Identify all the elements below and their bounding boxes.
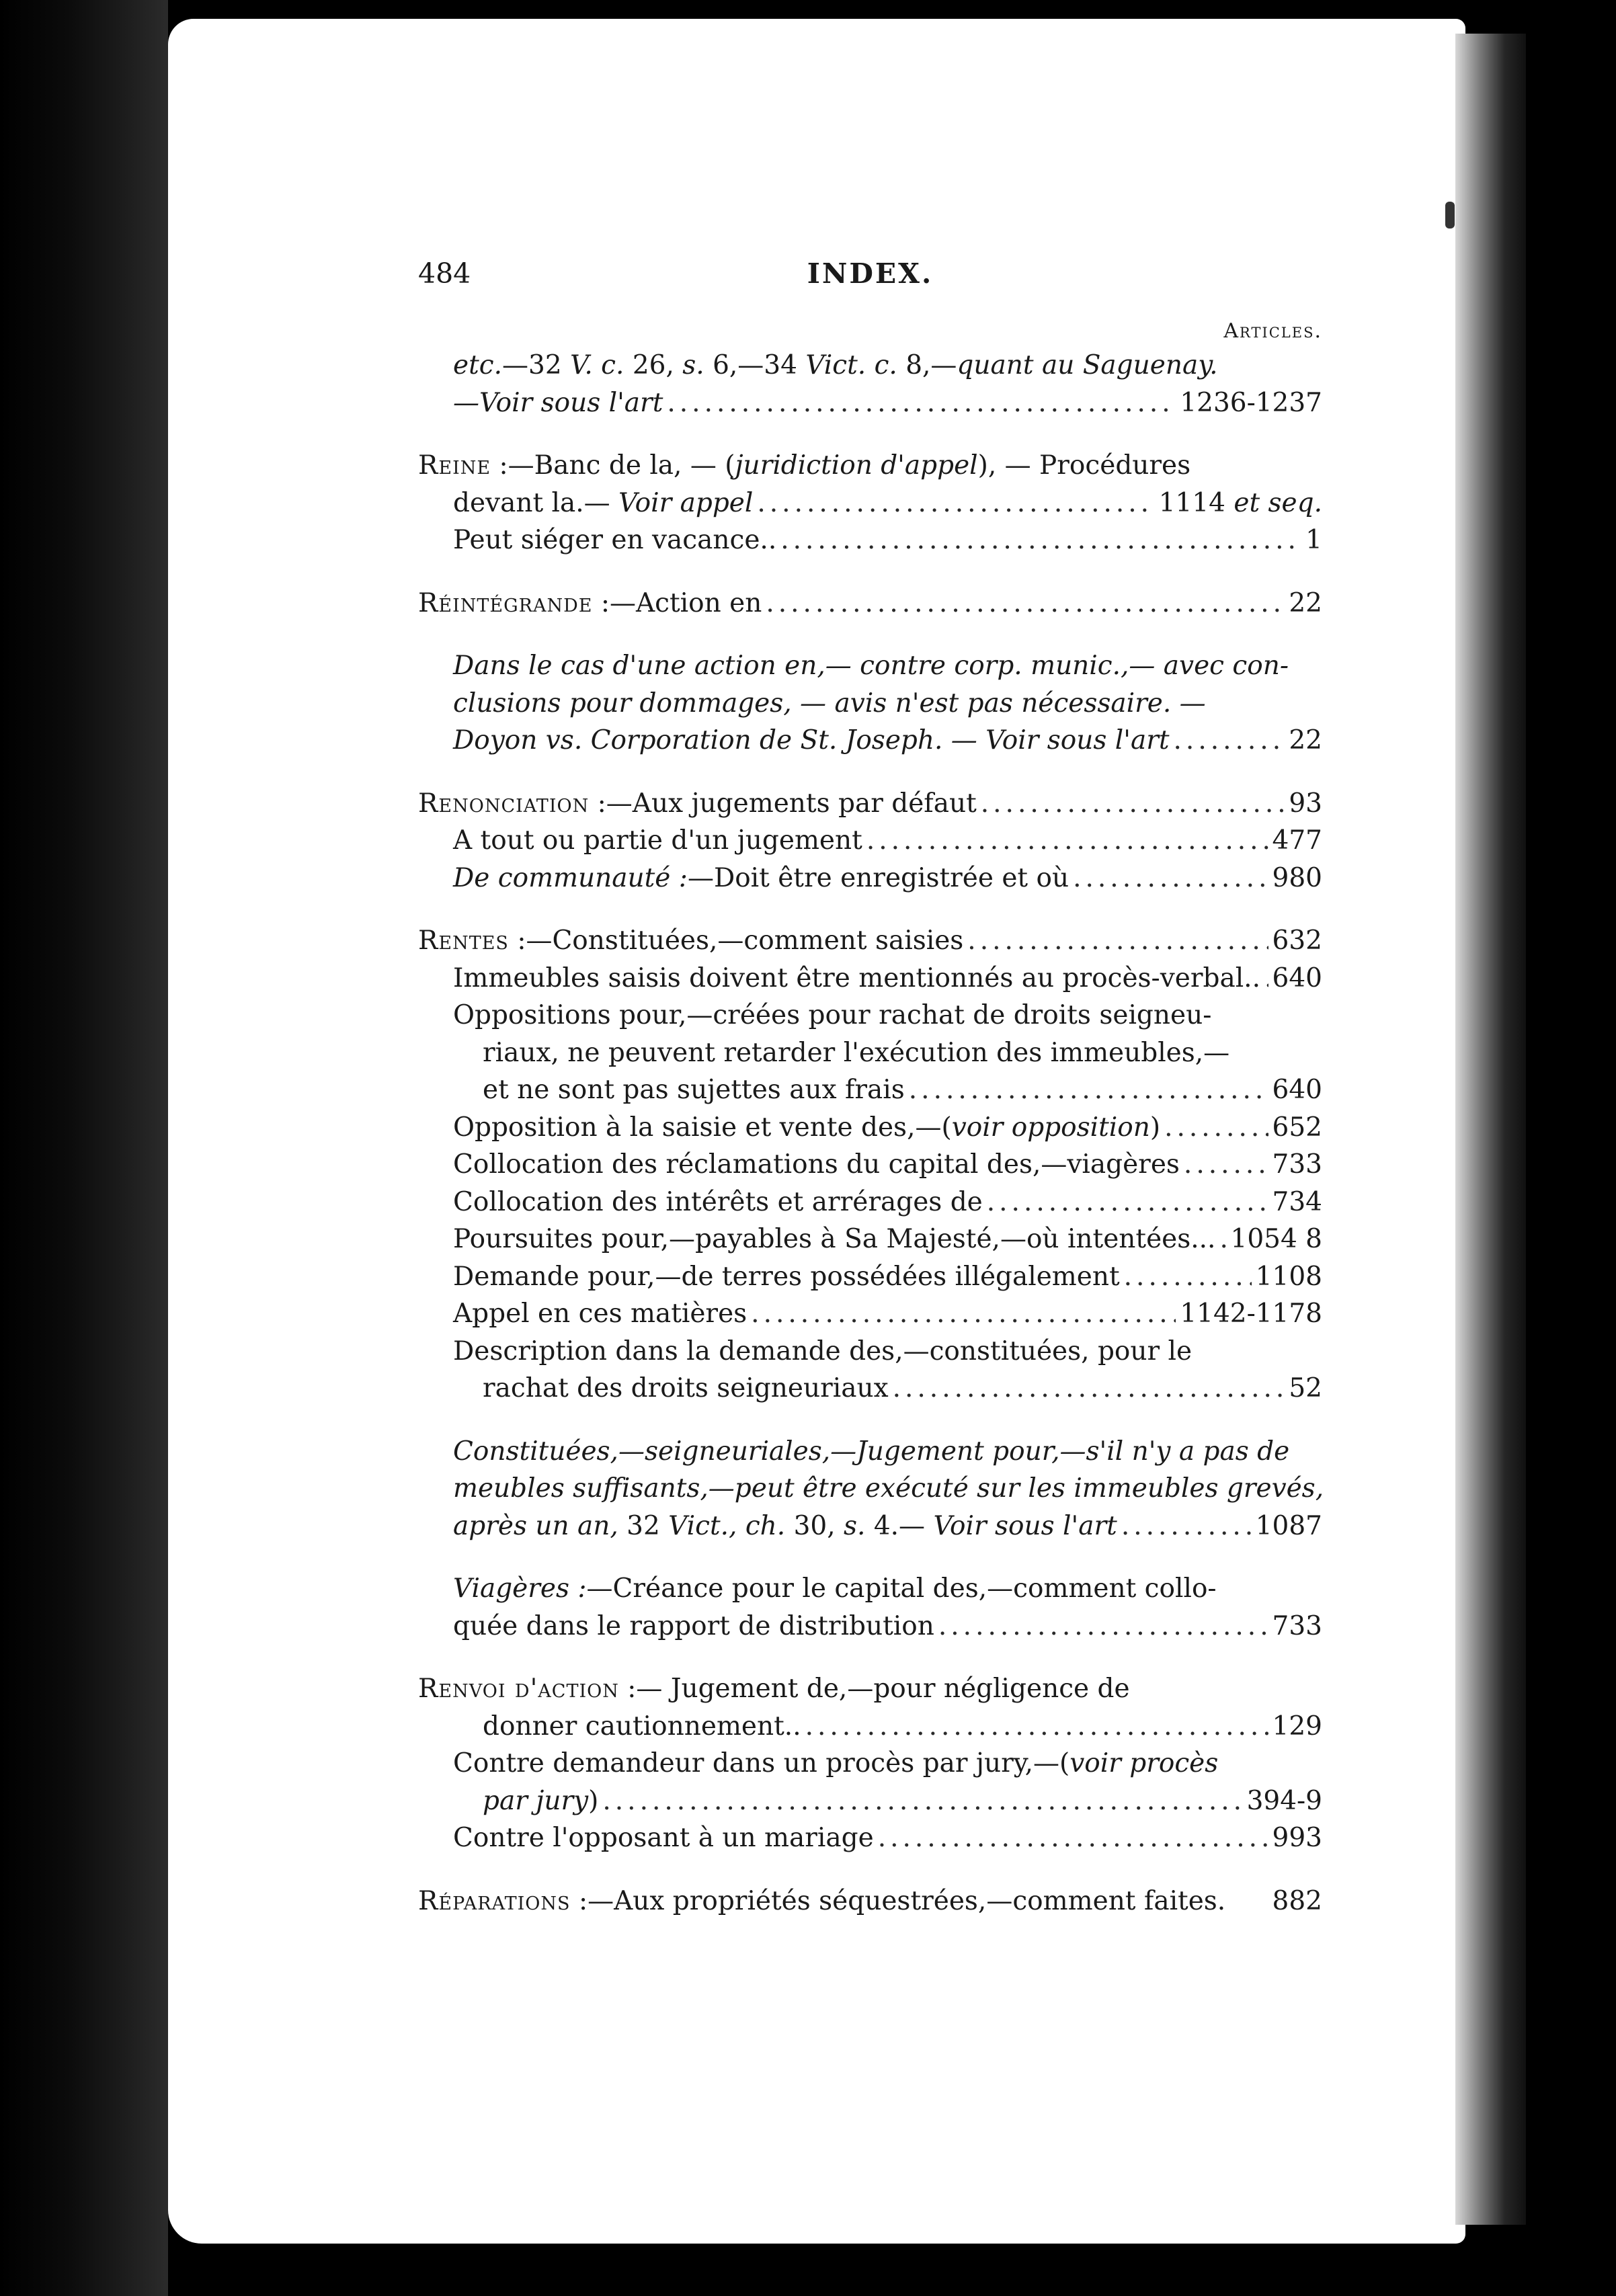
index-text-run: quant au Saguenay.: [957, 350, 1218, 380]
index-line-text: [418, 447, 1190, 485]
index-text-run: juridiction d'appel: [735, 450, 978, 481]
article-reference: 477: [1272, 825, 1322, 856]
article-reference: 1236-1237: [1180, 387, 1322, 418]
index-line: [418, 1819, 1322, 1857]
index-text-run: Immeubles saisis doivent être mentionnés au procès-verbal..: [453, 962, 1260, 993]
index-text-run: Vict. c.: [805, 350, 897, 380]
running-title: INDEX.: [807, 257, 934, 290]
index-line: [418, 1221, 1322, 1258]
article-reference: 22: [1289, 725, 1322, 755]
index-line-text: [453, 722, 1170, 760]
index-line: [418, 485, 1322, 522]
index-text-run: :—Aux propriétés séquestrées,—comment faites.: [570, 1885, 1226, 1916]
dot-leader: [893, 1370, 1285, 1407]
index-line-text: [453, 1745, 1218, 1782]
dot-leader: [1164, 1109, 1268, 1147]
index-line-text: [453, 1295, 747, 1333]
index-text-run: voir opposition: [951, 1112, 1150, 1143]
index-line-text: [453, 485, 753, 522]
index-text-run: ), — Procédures: [977, 450, 1191, 481]
index-text-run: 30,: [785, 1510, 844, 1541]
index-line: [418, 1071, 1322, 1109]
index-line: [418, 585, 1322, 622]
index-line: [418, 922, 1322, 960]
dot-leader: [1219, 1221, 1226, 1258]
dot-leader: [1174, 722, 1285, 760]
dot-leader: [805, 1708, 1268, 1746]
dot-leader: [866, 822, 1268, 860]
dot-leader: [780, 522, 1301, 559]
index-line: [418, 1570, 1322, 1608]
index-line-text: [453, 997, 1211, 1034]
index-text-run: —Créance pour le capital des,—comment collo-: [586, 1573, 1217, 1604]
index-line-text: [483, 1708, 801, 1746]
article-reference: 733: [1272, 1149, 1322, 1180]
index-line-text: [453, 1221, 1215, 1258]
index-line: [418, 1433, 1322, 1471]
index-line: [418, 1708, 1322, 1746]
index-text-run: Voir sous l'art: [933, 1510, 1117, 1541]
index-line-text: [453, 1570, 1217, 1608]
index-line: [418, 647, 1322, 685]
index-keyword: Reine: [418, 450, 491, 481]
index-line-text: [453, 347, 1217, 384]
index-text-run: De communauté :: [453, 862, 688, 893]
index-text-run: Demande pour,—de terres possédées illégalement: [453, 1261, 1120, 1292]
article-reference: 93: [1289, 788, 1322, 819]
index-text-run: Collocation des réclamations du capital des,—viagères: [453, 1149, 1180, 1180]
index-text-run: Contre l'opposant à un mariage: [453, 1823, 874, 1853]
index-line: [418, 822, 1322, 860]
article-reference: 394-9: [1246, 1785, 1322, 1816]
index-text-run: :—Banc de la, — (: [491, 450, 735, 481]
article-reference: 1108: [1255, 1261, 1322, 1292]
index-line-text: [453, 1608, 934, 1645]
index-entry: [418, 1433, 1322, 1545]
index-text-run: Description dans la demande des,—constituées, pour le: [453, 1336, 1193, 1366]
index-line-text: [453, 685, 1206, 723]
column-label-articles: Articles.: [1223, 319, 1322, 343]
index-line: [418, 1333, 1322, 1370]
article-reference: 652: [1272, 1112, 1322, 1143]
article-reference: 1087: [1255, 1510, 1322, 1541]
book-spine-shadow: [0, 0, 168, 2296]
index-text-run: Appel en ces matières: [453, 1299, 748, 1329]
index-line: [418, 1508, 1322, 1545]
index-line-text: [483, 1071, 905, 1109]
index-entry: [418, 1883, 1322, 1920]
index-line-text: [453, 1433, 1289, 1471]
index-line: [418, 997, 1322, 1034]
index-entry: [418, 1570, 1322, 1645]
index-line: [418, 1782, 1322, 1820]
index-line: [418, 384, 1322, 422]
index-text-run: A tout ou partie d'un jugement: [453, 825, 862, 856]
index-line-text: [453, 1333, 1192, 1370]
article-reference: 1: [1305, 525, 1322, 555]
dot-leader: [751, 1295, 1176, 1333]
index-text-run: clusions pour dommages, — avis n'est pas nécessaire. —: [453, 688, 1206, 719]
index-text-run: :—Action en: [592, 587, 762, 618]
index-entry: [418, 1670, 1322, 1857]
index-text-run: donner cautionnement..: [483, 1711, 801, 1741]
index-line-text: [418, 785, 977, 823]
index-text-run: s.: [844, 1510, 866, 1541]
index-entries: [418, 347, 1322, 1920]
index-line: [418, 960, 1322, 997]
index-text-run: —Voir sous l'art: [453, 387, 663, 418]
index-line-text: [418, 1883, 1225, 1920]
dot-leader: [987, 1184, 1268, 1221]
article-reference: 129: [1272, 1711, 1322, 1741]
right-edge-shadow: [1455, 34, 1526, 2225]
page-edge-mark: [1445, 202, 1455, 229]
index-line-text: [453, 522, 776, 559]
index-text-run: Constituées,—seigneuriales,—Jugement pour,—s'il n'y a pas de: [453, 1436, 1290, 1467]
index-line-text: [453, 960, 1260, 997]
index-text-run: ): [588, 1785, 599, 1816]
index-text-run: et ne sont pas sujettes aux frais: [483, 1075, 905, 1105]
dot-leader: [1184, 1146, 1268, 1184]
index-entry: [418, 347, 1322, 421]
index-entry: [418, 922, 1322, 1407]
index-keyword: Rentes: [418, 926, 509, 956]
index-entry: [418, 585, 1322, 622]
article-reference: 882: [1272, 1885, 1322, 1916]
index-line-text: [483, 1782, 598, 1820]
index-line-text: [453, 822, 862, 860]
index-line: [418, 1295, 1322, 1333]
index-line-text: [453, 1819, 874, 1857]
index-text-run: rachat des droits seigneuriaux: [483, 1373, 889, 1403]
index-line: [418, 1670, 1322, 1708]
index-text-run: etc.: [453, 350, 502, 380]
index-text-run: Vict., ch.: [668, 1510, 786, 1541]
index-line-text: [453, 1109, 1160, 1147]
index-line-text: [418, 1670, 1130, 1708]
index-text-run: par jury: [483, 1785, 589, 1816]
index-line: [418, 1608, 1322, 1645]
index-line: [418, 1258, 1322, 1296]
index-entry: [418, 785, 1322, 897]
index-line: [418, 347, 1322, 384]
index-line-text: [453, 1258, 1120, 1296]
article-reference: 734: [1272, 1186, 1322, 1217]
index-line: [418, 522, 1322, 559]
index-line: [418, 685, 1322, 723]
index-keyword: Réintégrande: [418, 587, 593, 618]
index-text-run: :—Aux jugements par défaut: [589, 788, 977, 819]
index-entry: [418, 647, 1322, 760]
dot-leader: [1124, 1258, 1252, 1296]
dot-leader: [967, 922, 1268, 960]
dot-leader: [1073, 860, 1268, 897]
index-line-text: [483, 1034, 1229, 1072]
dot-leader: [667, 384, 1176, 422]
index-line-text: [453, 1184, 983, 1221]
index-text-run: ): [1149, 1112, 1161, 1143]
index-line: [418, 1034, 1322, 1072]
index-text-run: après un an,: [453, 1510, 618, 1541]
index-text-run: Voir appel: [618, 487, 754, 518]
index-text-run: Dans le cas d'une action en,— contre corp. munic.,— avec con-: [453, 651, 1289, 681]
dot-leader: [766, 585, 1285, 622]
index-line: [418, 860, 1322, 897]
dot-leader: [1121, 1508, 1252, 1545]
index-line-text: [453, 1508, 1117, 1545]
article-reference: 1054 8: [1230, 1224, 1322, 1254]
index-line-text: [418, 585, 762, 622]
index-text-run: Collocation des intérêts et arrérages de: [453, 1186, 983, 1217]
index-text-run: 32: [618, 1510, 669, 1541]
index-line: [418, 1184, 1322, 1221]
article-reference: 733: [1272, 1610, 1322, 1641]
index-line-text: [453, 860, 1069, 897]
index-line: [418, 1745, 1322, 1782]
index-text-block: [418, 250, 1322, 1920]
index-line: [418, 722, 1322, 760]
index-line-text: [453, 1470, 1324, 1508]
index-text-run: devant la.—: [453, 487, 619, 518]
index-line: [418, 1109, 1322, 1147]
dot-leader: [981, 785, 1285, 823]
index-text-run: :— Jugement de,—pour négligence de: [618, 1674, 1130, 1704]
index-text-run: Contre demandeur dans un procès par jury,—(: [453, 1748, 1070, 1778]
index-text-run: riaux, ne peuvent retarder l'exécution des immeubles,—: [483, 1037, 1230, 1068]
article-reference: 632: [1272, 926, 1322, 956]
index-text-run: V. c.: [570, 350, 624, 380]
index-entry: [418, 447, 1322, 559]
dot-leader: [602, 1782, 1242, 1820]
dot-leader: [1264, 960, 1268, 997]
index-text-run: —32: [502, 350, 571, 380]
index-text-run: voir procès: [1069, 1748, 1219, 1778]
index-text-run: meubles suffisants,—peut être exécuté sur les immeubles grevés,: [453, 1473, 1324, 1504]
index-line: [418, 1470, 1322, 1508]
index-line-text: [453, 1146, 1180, 1184]
page-number: 484: [418, 257, 471, 290]
index-keyword: Renonciation: [418, 788, 590, 819]
index-text-run: Peut siéger en vacance..: [453, 525, 777, 555]
article-reference: 22: [1289, 587, 1322, 618]
index-text-run: Opposition à la saisie et vente des,—(: [453, 1112, 952, 1143]
index-text-run: Doyon vs. Corporation de St. Joseph. — Voir sous l'art: [453, 725, 1170, 755]
dot-leader: [757, 485, 1154, 522]
dot-leader: [909, 1071, 1268, 1109]
article-reference: 640: [1272, 962, 1322, 993]
index-line: [418, 1146, 1322, 1184]
index-line: [418, 1370, 1322, 1407]
dot-leader: [878, 1819, 1268, 1857]
article-reference: 1142-1178: [1180, 1299, 1322, 1329]
index-text-run: Poursuites pour,—payables à Sa Majesté,—où intentées...: [453, 1224, 1216, 1254]
index-line: [418, 785, 1322, 823]
index-keyword: Réparations: [418, 1885, 571, 1916]
index-keyword: Renvoi d'action: [418, 1674, 619, 1704]
index-text-run: 4.—: [865, 1510, 934, 1541]
index-text-run: 8,—: [897, 350, 957, 380]
index-line-text: [453, 384, 663, 422]
index-text-run: Viagères :: [453, 1573, 587, 1604]
index-line-text: [453, 647, 1289, 685]
index-text-run: quée dans le rapport de distribution: [453, 1610, 934, 1641]
article-reference: 993: [1272, 1823, 1322, 1853]
article-reference: 1114 et seq.: [1158, 487, 1322, 518]
index-line: [418, 447, 1322, 485]
index-text-run: s.: [682, 350, 704, 380]
index-line-text: [483, 1370, 889, 1407]
article-reference: 52: [1289, 1373, 1322, 1403]
running-head: [418, 250, 1322, 297]
index-line-text: [418, 922, 963, 960]
dot-leader: [938, 1608, 1268, 1645]
index-text-run: 26,: [624, 350, 683, 380]
article-reference: 640: [1272, 1075, 1322, 1105]
index-text-run: Oppositions pour,—créées pour rachat de droits seigneu-: [453, 1000, 1212, 1030]
article-reference: 980: [1272, 862, 1322, 893]
index-line: [418, 1883, 1322, 1920]
index-text-run: 6,—34: [704, 350, 806, 380]
index-text-run: :—Constituées,—comment saisies: [508, 926, 964, 956]
index-text-run: —Doit être enregistrée et où: [687, 862, 1069, 893]
